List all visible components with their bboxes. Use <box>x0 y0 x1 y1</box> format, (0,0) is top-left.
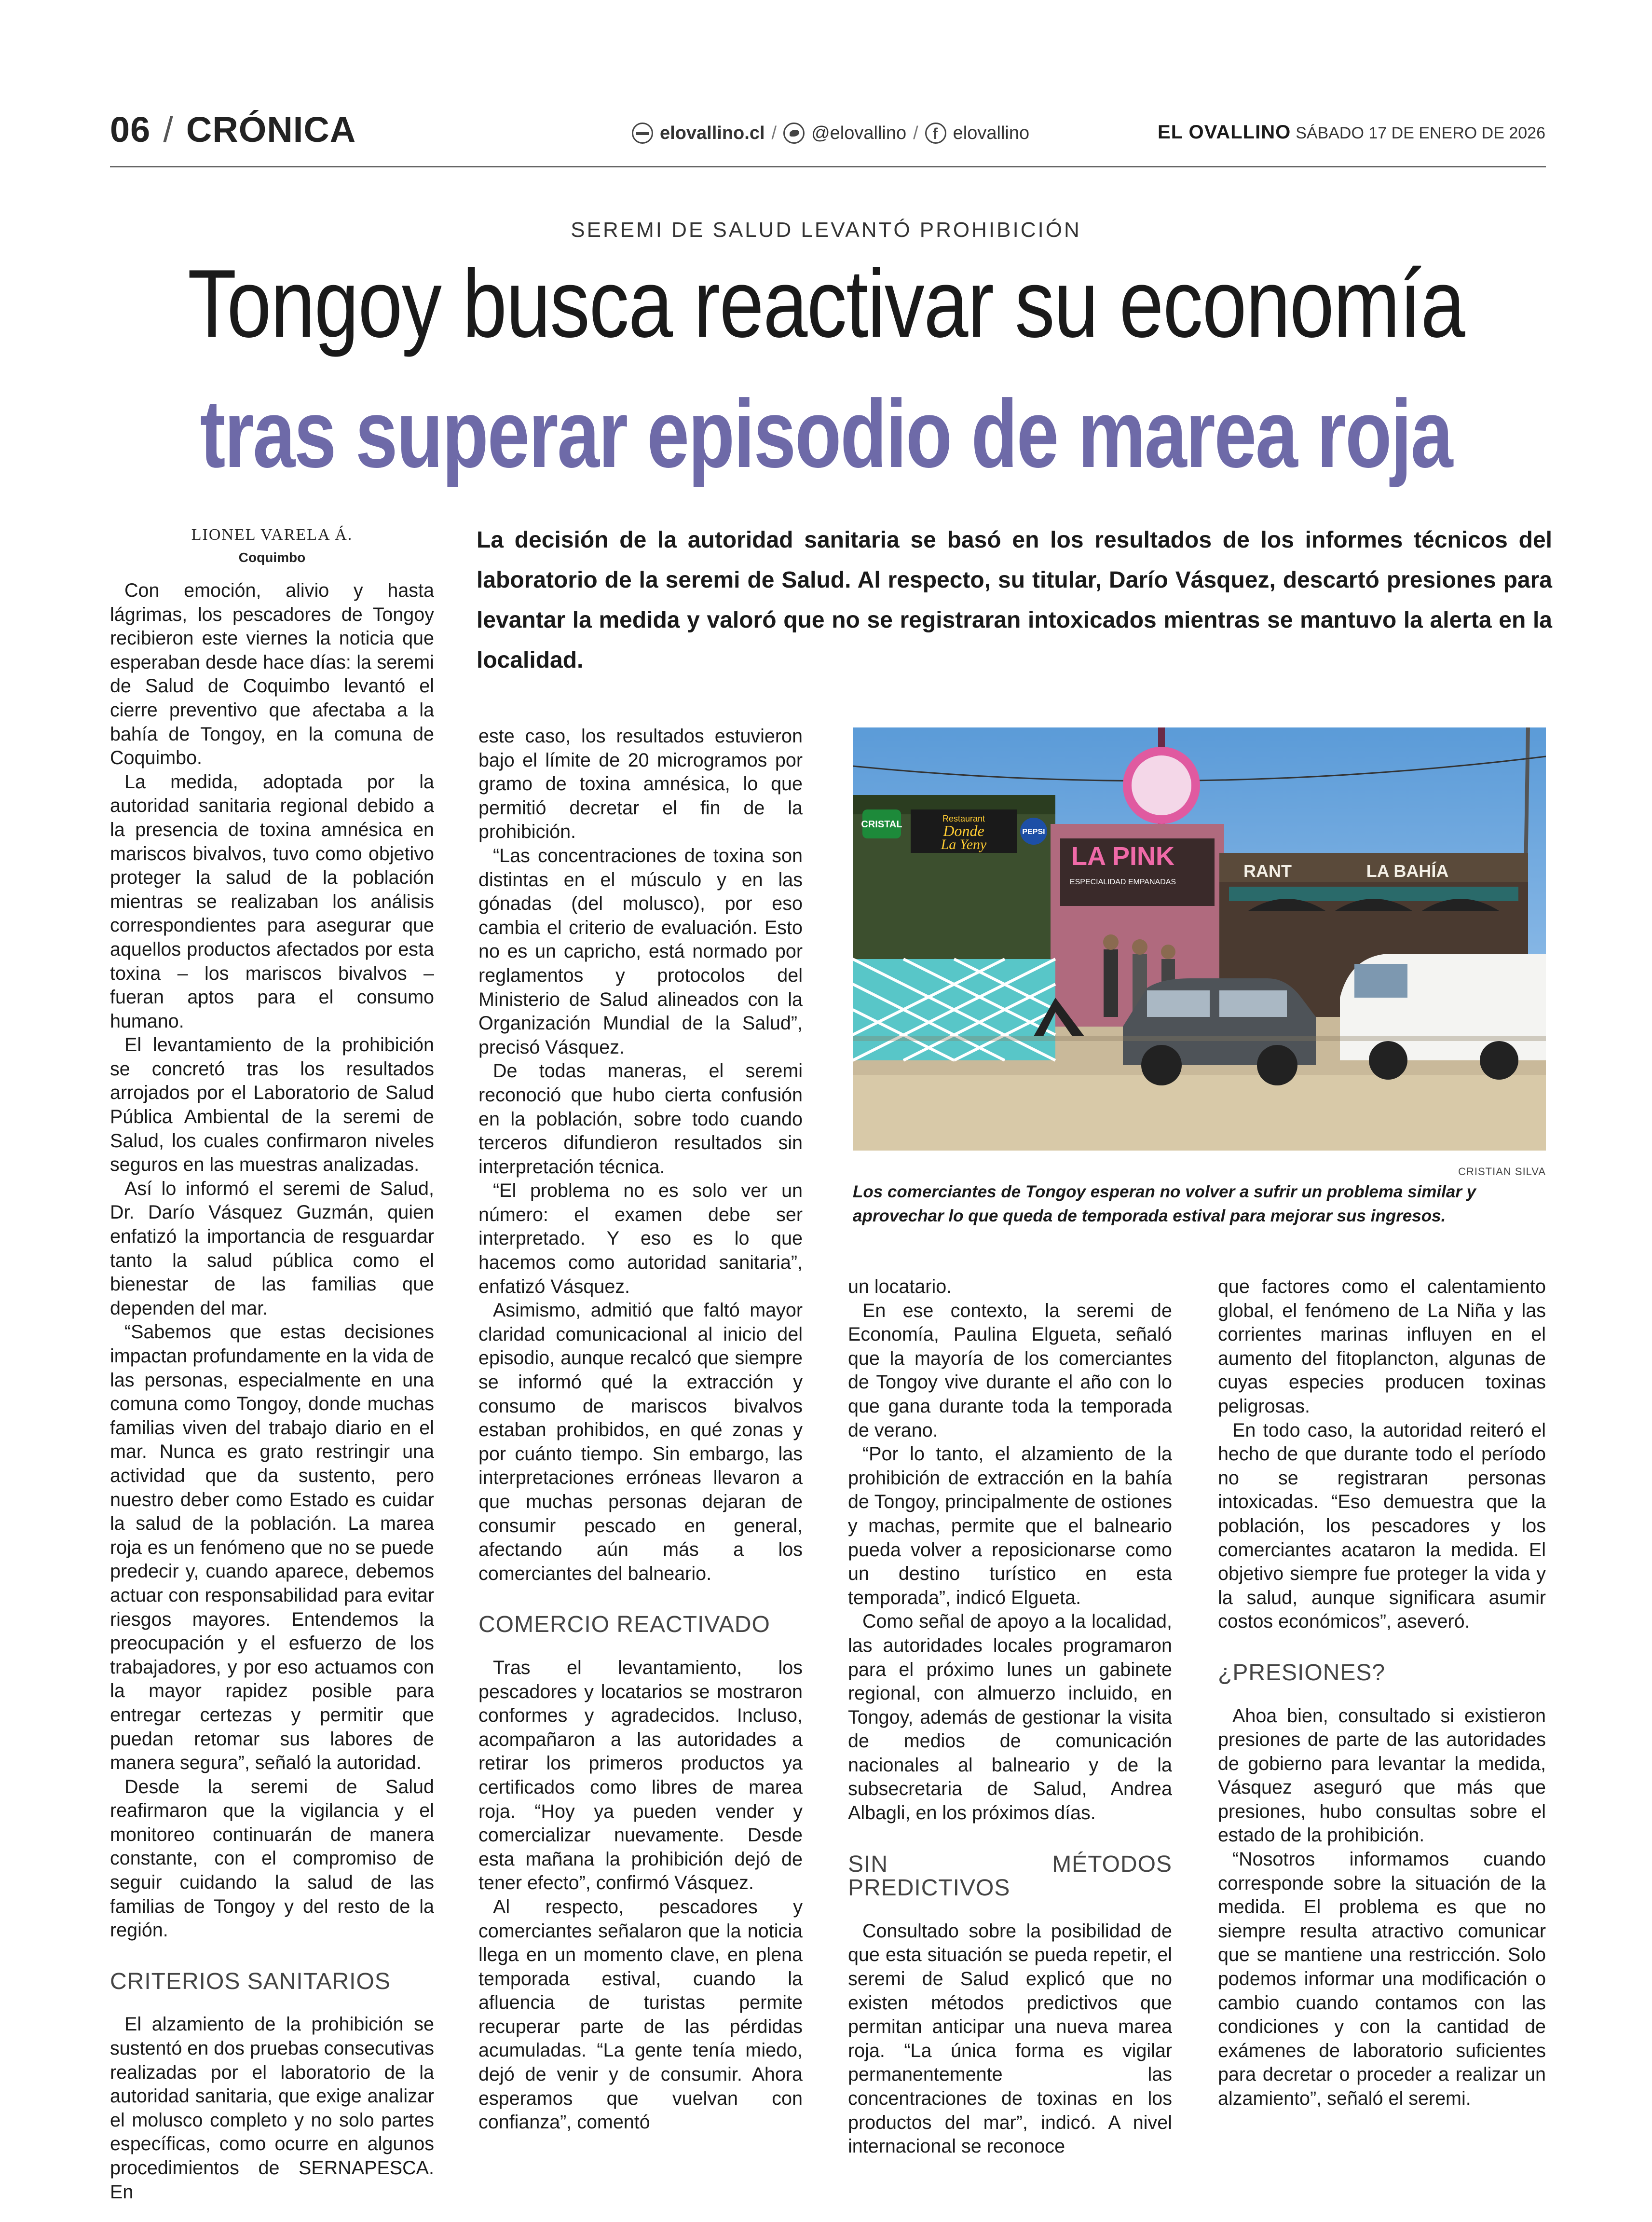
paragraph: Ahoa bien, consultado si existieron presiones de parte de las autoridades de gobierno para levantar la medida, Vásquez aseguró que más que presiones, hubo consultas sobre el estado de la prohibición. <box>1218 1705 1546 1846</box>
subheading: COMERCIO REACTIVADO <box>478 1612 770 1638</box>
la-bahia-sign: LA BAHÍA <box>1366 861 1449 881</box>
cristal-sign: CRISTAL <box>861 819 902 830</box>
article-kicker: SEREMI DE SALUD LEVANTÓ PROHIBICIÓN <box>571 218 1081 242</box>
paragraph: El levantamiento de la prohibición se concretó tras los resultados arrojados por el Laboratorio de Salud Pública Ambiental de la seremi de Salud, los cuales confirmaron niveles seguros en las muestras analizadas. <box>110 1034 434 1176</box>
headline-line-2: tras superar episodio de marea roja <box>200 380 1452 488</box>
masthead-date <box>1158 122 1545 143</box>
paragraph: En ese contexto, la seremi de Economía, Paulina Elgueta, señaló que la mayoría de los comerciantes de Tongoy vive durante el año con lo que gana durante toda la temporada de verano. <box>848 1300 1172 1441</box>
article-lead: La decisión de la autoridad sanitaria se basó en los resultados de los informes técnicos del laboratorio de la seremi de Salud. Al respecto, su titular, Darío Vásquez, descartó presiones para levantar la medida y valoró que no se registraran intoxicados mientras se mantuvo la alerta en la localidad. <box>477 527 1552 673</box>
empanadas-sign: ESPECIALIDAD EMPANADAS <box>1069 878 1176 886</box>
paragraph: Como señal de apoyo a la localidad, las autoridades locales programaron para el próximo lunes un gabinete regional, con almuerzo incluido, en Tongoy, además de gestionar la visita de medios de comunicación nacionales al balneario y de la subsecretaria de Salud, Andrea Albagli, en los próximos días. <box>848 1611 1172 1824</box>
paragraph: “El problema no es solo ver un número: el examen debe ser interpretado. Y eso es lo que hacemos como autoridad sanitaria”, enfatizó Vásquez. <box>478 1180 803 1297</box>
paragraph: Así lo informó el seremi de Salud, Dr. Darío Vásquez Guzmán, quien enfatizó la importancia de resguardar tanto la salud pública como el bienestar de las familias que dependen del mar. <box>110 1178 434 1319</box>
paragraph: Con emoción, alivio y hasta lágrimas, los pescadores de Tongoy recibieron este viernes la noticia que esperaban desde hace días: la seremi de Salud de Coquimbo levantó el cierre preventivo que afectaba a la bahía de Tongoy, en la comuna de Coquimbo. <box>110 580 434 769</box>
paragraph: En todo caso, la autoridad reiteró el hecho de que durante todo el período no se registraran personas intoxicadas. “Eso demuestra que la población, los pescadores y los comerciantes acataron la medida. El objetivo siempre fue proteger la vida y la salud, aunque significara asumir costos económicos”, aseveró. <box>1218 1419 1546 1632</box>
paragraph: La medida, adoptada por la autoridad sanitaria regional debido a la presencia de toxina amnésica en mariscos bivalvos, tuvo como objetivo proteger la salud de la población mientras se realizaban los análisis correspondientes para asegurar que aquellos productos afectados por esta toxina – los mariscos bivalvos – fueran aptos para el consumo humano. <box>110 771 434 1032</box>
facebook-icon <box>925 123 946 144</box>
paragraph: Tras el levantamiento, los pescadores y locatarios se mostraron conformes y agradecidos. Incluso, acompañaron a las autoridades a retirar los primeros productos ya certificados como libres de marea roja. “Hoy ya pueden vender y comercializar nuevamente. Desde esta mañana la prohibición dejó de tener efecto”, confirmó Vásquez. <box>478 1657 803 1894</box>
article-photo <box>853 727 1546 1151</box>
paragraph: De todas maneras, el seremi reconoció que hubo cierta confusión en la población, sobre todo cuando terceros difundieron resultados sin interpretación técnica. <box>478 1060 803 1178</box>
subheading: CRITERIOS SANITARIOS <box>110 1968 391 1994</box>
subheading: ¿PRESIONES? <box>1218 1660 1386 1686</box>
paragraph: Asimismo, admitió que faltó mayor claridad comunicacional al inicio del episodio, aunque recalcó que siempre se informó qué la extracción y consumo de mariscos bivalvos estaban prohibidos, en qué zonas y por cuánto tiempo. Sin embargo, las interpretaciones erróneas llevaron a que muchas personas dejaran de consumir pescado en general, afectando aún más a los comerciantes del balneario. <box>478 1300 803 1584</box>
paragraph: “Nosotros informamos cuando corresponde sobre la situación de la medida. El problema es que no siempre resulta atractivo comunicar que se mantiene una restricción. Solo podemos informar una modificación o cambio cuando contamos con las condiciones y con la cantidad de exámenes de laboratorio suficientes para decretar o proceder a realizar un alzamiento”, señaló el seremi. <box>1218 1849 1546 2109</box>
section-name: CRÓNICA <box>186 110 356 150</box>
paragraph: “Sabemos que estas decisiones impactan profundamente en la vida de las personas, especialmente en una comuna como Tongoy, donde muchas familias viven del trabajo diario en el mar. Nunca es grato restringir una actividad que da sustento, pero nuestro deber como Estado es cuidar la salud de la población. La marea roja es un fenómeno que no se puede predecir y, cuando aparece, debemos actuar con responsabilidad para evitar riesgos mayores. Entendemos la preocupación y el esfuerzo de los trabajadores, y por eso actuamos con la mayor rapidez posible para entregar certezas y permitir que puedan retomar sus labores de manera segura”, señaló la autoridad. <box>110 1321 434 1774</box>
article-column-1 <box>110 579 434 2204</box>
paragraph: Al respecto, pescadores y comerciantes señalaron que la noticia llega en un momento clave, en plena temporada estival, cuando la afluencia de turistas permite recuperar parte de las pérdidas acumuladas. “La gente tenía miedo, dejó de venir y de consumir. Ahora esperamos que vuelvan con confianza”, comentó <box>478 1896 803 2133</box>
paragraph: que factores como el calentamiento global, el fenómeno de La Niña y las corrientes marinas influyen en el aumento del fitoplancton, algunas de cuyas especies producen toxinas peligrosas. <box>1218 1276 1546 1417</box>
paragraph: un locatario. <box>848 1276 952 1297</box>
paragraph: Desde la seremi de Salud reafirmaron que la vigilancia y el monitoreo continuarán de manera constante, con el compromiso de seguir cuidando la salud de las familias de Tongoy y del resto de la región. <box>110 1776 434 1941</box>
headline-line-1: Tongoy busca reactivar su economía <box>187 250 1465 357</box>
issue-date: SÁBADO 17 DE ENERO DE 2026 <box>1296 124 1545 142</box>
paper-name: EL OVALLINO <box>1158 122 1291 143</box>
la-pink-sign: LA PINK <box>1071 842 1174 871</box>
restaurant-sign: Restaurant <box>942 814 985 823</box>
paragraph: El alzamiento de la prohibición se sustentó en dos pruebas consecutivas realizadas por el laboratorio de la autoridad sanitaria, que exige analizar el molusco completo y no solo partes específicas, como ocurre en algunos procedimientos de SERNAPESCA. En <box>110 2014 434 2203</box>
paragraph: “Las concentraciones de toxina son distintas en el músculo y en las gónadas (del molusco), por eso cambia el criterio de evaluación. Esto no es un capricho, está normado por reglamentos y protocolos del Ministerio de Salud alineados con la Organización Mundial de la Salud”, precisó Vásquez. <box>478 845 803 1058</box>
social-links <box>632 123 1029 144</box>
subheading: SIN MÉTODOS PREDICTIVOS <box>848 1851 1172 1901</box>
photo-caption: Los comerciantes de Tongoy esperan no volver a sufrir un problema similar y aprovechar lo que queda de temporada estival para mejorar sus ingresos. <box>853 1182 1476 1225</box>
article-column-2 <box>478 725 803 2135</box>
website-link[interactable]: elovallino.cl <box>660 123 765 143</box>
divider: / <box>771 123 777 143</box>
facebook-handle[interactable]: elovallino <box>953 123 1030 143</box>
paragraph: este caso, los resultados estuvieron bajo el límite de 20 microgramos por gramo de toxina amnésica, lo que permitió decretar el fin de la prohibición. <box>478 726 803 843</box>
pepsi-sign: PEPSI <box>1022 828 1045 836</box>
page-section-header <box>110 109 356 150</box>
twitter-handle[interactable]: @elovallino <box>811 123 907 143</box>
header-rule <box>110 166 1546 167</box>
article-column-4 <box>1218 1275 1546 2111</box>
photo-credit: CRISTIAN SILVA <box>1458 1166 1546 1178</box>
byline-author: LIONEL VARELA Á. <box>191 526 353 544</box>
twitter-icon <box>783 123 805 144</box>
rant-sign: RANT <box>1243 861 1292 881</box>
donde-sign: Donde <box>943 822 984 839</box>
la-yeny-sign: La Yeny <box>941 837 987 852</box>
page-number: 06 <box>110 110 151 150</box>
paragraph: “Por lo tanto, el alzamiento de la prohibición de extracción en la bahía de Tongoy, principalmente de ostiones y machas, permite que el balneario pueda volver a reposicionarse como un destino turístico en esta temporada”, indicó Elgueta. <box>848 1443 1172 1608</box>
article-column-3 <box>848 1275 1172 2159</box>
www-icon <box>632 123 653 144</box>
divider: / <box>913 123 918 143</box>
byline-location: Coquimbo <box>238 550 306 565</box>
slash-divider: / <box>163 110 174 150</box>
paragraph: Consultado sobre la posibilidad de que esta situación se pueda repetir, el seremi de Salud explicó que no existen métodos predictivos que permitan anticipar una nueva marea roja. “La única forma es vigilar permanentemente las concentraciones de toxinas en los productos del mar”, indicó. A nivel internacional se reconoce <box>848 1920 1172 2157</box>
